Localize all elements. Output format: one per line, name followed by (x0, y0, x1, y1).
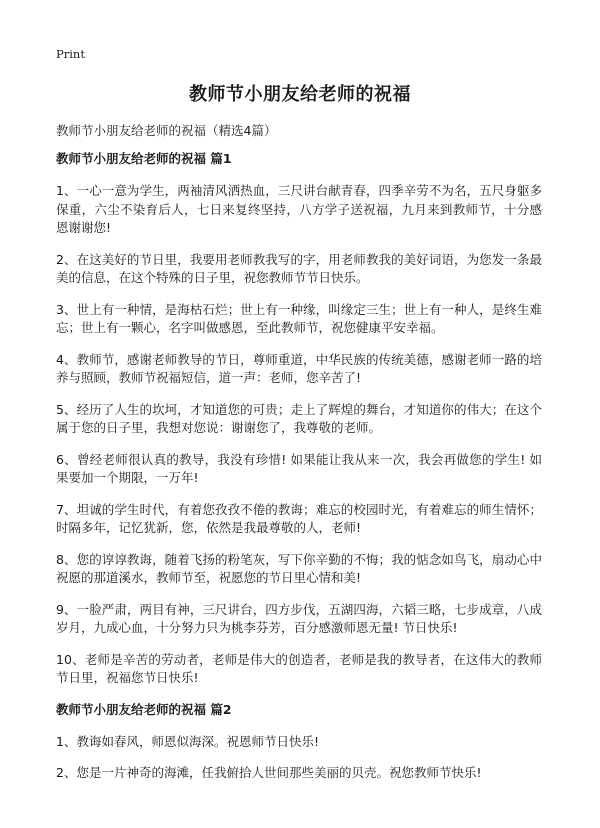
blessing-paragraph: 6、曾经老师很认真的教导，我没有珍惜! 如果能让我从来一次，我会再做您的学生! 如果要加一个期限，一万年! (56, 451, 542, 485)
blessing-paragraph: 5、经历了人生的坎坷，才知道您的可贵；走上了辉煌的舞台，才知道你的伟大；在这个属于您的日子里，我想对您说：谢谢您了，我尊敬的老师。 (56, 401, 542, 435)
blessing-paragraph: 8、您的谆谆教诲，随着飞扬的粉笔灰，写下你辛勤的不悔；我的惦念如鸟飞，扇动心中祝愿的那道溪水，教师节至，祝愿您的节日里心情和美! (56, 551, 542, 585)
blessing-paragraph: 4、教师节，感谢老师教导的节日，尊师重道，中华民族的传统美德，感谢老师一路的培养与照顾，教师节祝福短信，道一声：老师，您辛苦了! (56, 351, 542, 385)
blessing-paragraph: 10、老师是辛苦的劳动者，老师是伟大的创造者，老师是我的教导者，在这伟大的教师节日里，祝福您节日快乐! (56, 651, 542, 685)
blessing-paragraph: 2、在这美好的节日里，我要用老师教我写的字，用老师教我的美好词语，为您发一条最美的信息，在这个特殊的日子里，祝您教师节节日快乐。 (56, 251, 542, 285)
section-heading: 教师节小朋友给老师的祝福 篇2 (56, 701, 232, 717)
section-heading: 教师节小朋友给老师的祝福 篇1 (56, 151, 232, 166)
section-1 (56, 150, 542, 688)
blessing-paragraph: 3、世上有一种情，是海枯石烂；世上有一种缘，叫缘定三生；世上有一种人，是终生难忘；世上有一颗心，名字叫做感恩，至此教师节，祝您健康平安幸福。 (56, 301, 542, 335)
blessing-paragraph: 9、一脸严肃，两目有神，三尺讲台，四方步伐，五湖四海，六韬三略，七步成章，八成岁月，九成心血，十分努力只为桃李芬芳，百分感激师恩无量! 节日快乐! (56, 601, 542, 635)
document-content (56, 150, 542, 796)
blessing-paragraph: 7、坦诚的学生时代，有着您孜孜不倦的教诲；难忘的校园时光，有着难忘的师生情怀；时隔多年，记忆犹新，您，依然是我最尊敬的人，老师! (56, 501, 542, 535)
section-2 (56, 701, 542, 783)
document-title: 教师节小朋友给老师的祝福 (189, 84, 411, 105)
document-subtitle: 教师节小朋友给老师的祝福（精选4篇） (56, 123, 277, 138)
print-link[interactable]: Print (56, 47, 85, 61)
blessing-paragraph: 1、一心一意为学生，两袖清风洒热血，三尺讲台献青春，四季辛劳不为名，五尺身躯多保重，六尘不染育后人，七日来复终坚持，八方学子送祝福，九月来到教师节，十分感恩谢谢您! (56, 183, 542, 235)
blessing-paragraph: 1、教诲如春风，师恩似海深。祝恩师节日快乐! (56, 733, 319, 749)
blessing-paragraph: 2、您是一片神奇的海滩，任我俯拾人世间那些美丽的贝壳。祝您教师节快乐! (56, 765, 482, 780)
